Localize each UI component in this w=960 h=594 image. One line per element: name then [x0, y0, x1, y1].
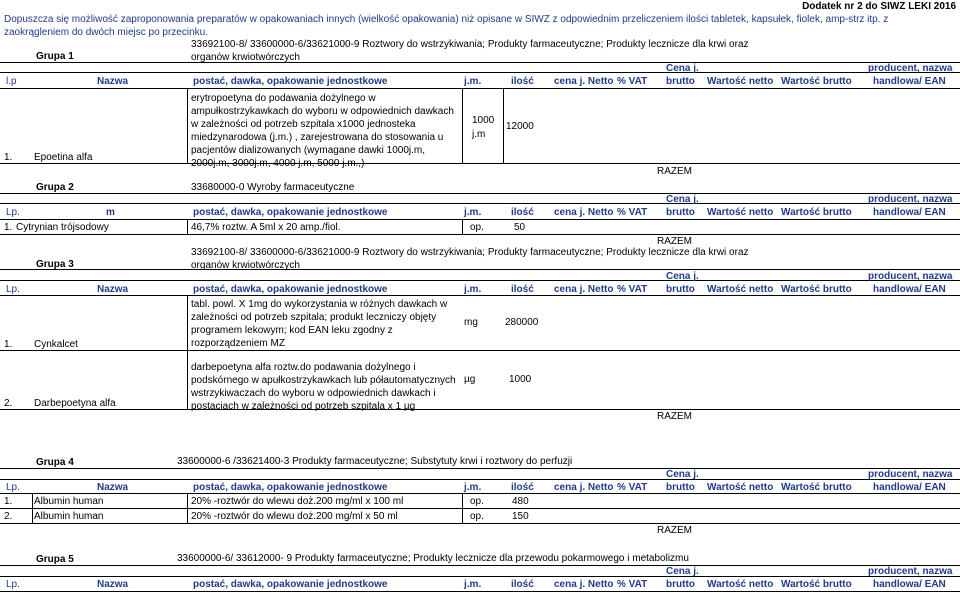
col-cena-brutto-2: brutto — [666, 76, 695, 87]
col-nazwa: Nazwa — [97, 76, 129, 87]
col-ilosc: ilość — [511, 76, 534, 87]
razem-label: RAZEM — [657, 525, 692, 536]
group-4-cpv: 33600000-6 /33621400-3 Produkty farmaceutyczne; Substytuty krwi i roztwory do perfuzji — [177, 456, 573, 467]
group-5-label: Grupa 5 — [36, 554, 74, 565]
document-title: Dodatek nr 2 do SIWZ LEKI 2016 — [802, 1, 956, 12]
group-2-cpv: 33680000-0 Wyroby farmaceutyczne — [191, 182, 355, 193]
razem-label: RAZEM — [657, 236, 692, 247]
col-cena-brutto-1: Cena j. — [666, 63, 699, 74]
col-cena-netto: cena j. Netto — [554, 76, 614, 87]
col-producent-1: producent, nazwa — [868, 63, 953, 74]
col-wartosc-netto: Wartość netto — [707, 76, 774, 87]
group-5-cpv: 33600000-6/ 33612000- 9 Produkty farmaceutyczne; Produkty lecznicze dla przewodu pokarmowego i metabolizmu — [177, 553, 689, 564]
col-wartosc-brutto: Wartość brutto — [781, 76, 852, 87]
group-3-label: Grupa 3 — [36, 259, 74, 270]
razem-label: RAZEM — [657, 411, 692, 422]
col-postac: postać, dawka, opakowanie jednostkowe — [193, 76, 388, 87]
group-3-cpv: 33692100-8/ 33600000-6/33621000-9 Roztwory do wstrzykiwania; Produkty farmaceutyczne; Produkty lecznicze dla krwi oraz organów krwiotwórczych — [191, 247, 749, 271]
col-jm: j.m. — [464, 76, 482, 87]
group-1-label: Grupa 1 — [36, 51, 74, 62]
document-note: Dopuszcza się możliwość zaproponowania preparatów w opakowaniach innych (wielkość opakowania) niż opisane w SIWZ z odpowiednim przeliczeniem ilości tabletek, kapsułek, fiolek, amp-strz itp. z zaokrągleniem do dwóch miejsc po przecinku. — [4, 14, 889, 38]
razem-label: RAZEM — [657, 166, 692, 177]
col-vat: % VAT — [617, 76, 648, 87]
col-producent-2: handlowa/ EAN — [873, 76, 946, 87]
group-4-label: Grupa 4 — [36, 457, 74, 468]
group-1-cpv: 33692100-8/ 33600000-6/33621000-9 Roztwory do wstrzykiwania; Produkty farmaceutyczne; Produkty lecznicze dla krwi oraz organów krwiotwórczych — [191, 39, 749, 63]
col-lp: l.p — [6, 76, 17, 87]
group-2-label: Grupa 2 — [36, 182, 74, 193]
